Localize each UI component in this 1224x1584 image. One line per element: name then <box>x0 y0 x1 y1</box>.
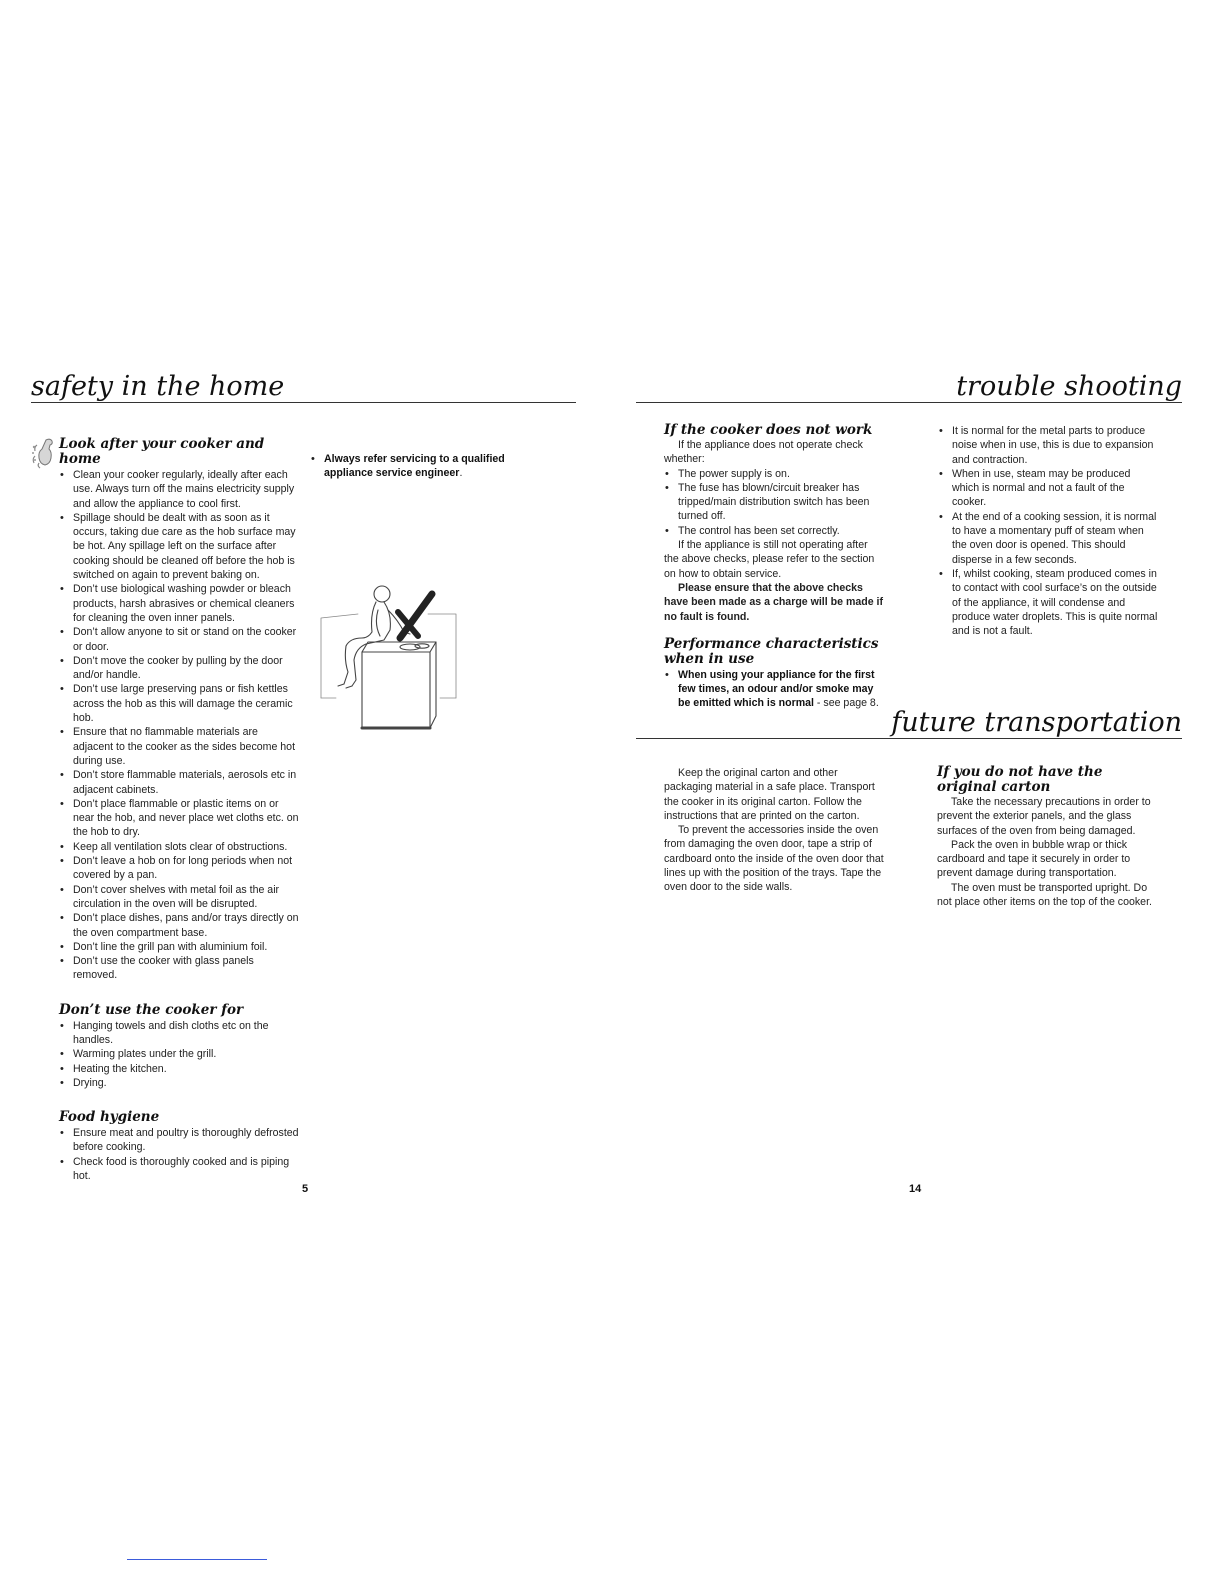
heading-food-hygiene: Food hygiene <box>59 1109 160 1126</box>
transport-para-upright: The oven must be transported upright. Do not place other items on the top of the cooker. <box>937 881 1152 909</box>
list-item: • Spillage should be dealt with as soon as it occurs, taking due care as the hob surface may be hot. Any spillage left on the surface after cooking should be cleaned off before the hob is switched on again to prevent baking on. <box>59 511 299 582</box>
title-rule-left <box>31 402 576 403</box>
title-rule-right <box>636 402 1182 403</box>
performance-list <box>664 668 884 711</box>
list-item: • Ensure meat and poultry is thoroughly defrosted before cooking. <box>59 1126 299 1155</box>
list-item <box>664 668 884 711</box>
no-sitting-on-cooker-illustration <box>318 580 460 735</box>
list-item: • Don’t allow anyone to sit or stand on the cooker or door. <box>59 625 299 654</box>
list-item: • It is normal for the metal parts to produce noise when in use, this is due to expansion and contraction. <box>938 424 1158 467</box>
heading-not-work: If the cooker does not work <box>664 422 873 438</box>
transport-para-accessories: To prevent the accessories inside the oven from damaging the oven door, tape a strip of cardboard onto the inside of the oven door that lines up with the position of the trays. Tape the oven door to the side walls. <box>664 824 884 894</box>
list-item: • Don’t place flammable or plastic items on or near the hob, and never place wet cloths etc. on the hob to dry. <box>59 797 299 840</box>
page-number-left: 5 <box>302 1183 309 1195</box>
transport-para-bubble-wrap: Pack the oven in bubble wrap or thick cardboard and tape it securely in order to prevent damage during transportation. <box>937 838 1131 880</box>
transport-para-precautions: Take the necessary precautions in order to prevent the exterior panels, and the glass surfaces of the oven from being damaged. <box>937 796 1151 837</box>
food-hygiene-list <box>59 1126 299 1183</box>
list-item: • Drying. <box>59 1076 299 1090</box>
list-item: • If, whilst cooking, steam produced comes in to contact with cool surface’s on the outside of the appliance, it will condense and produce water droplets. This is quite normal and is not a fault. <box>938 567 1158 638</box>
section-title-future-transportation: future transportation <box>891 707 1182 738</box>
performance-odour-ref: - see page 8. <box>813 697 879 710</box>
list-item: • When in use, steam may be produced which is normal and not a fault of the cooker. <box>938 467 1158 510</box>
cleaning-spray-icon <box>30 436 60 470</box>
not-work-followup: If the appliance is still not operating after the above checks, please refer to the section on how to obtain service. <box>664 539 875 580</box>
list-item: • Check food is thoroughly cooked and is piping hot. <box>59 1155 299 1184</box>
list-item: • Heating the kitchen. <box>59 1062 299 1076</box>
footer-blue-line <box>127 1559 267 1560</box>
list-item: • The power supply is on. <box>664 467 884 481</box>
service-note <box>310 452 540 481</box>
look-after-list <box>59 468 299 983</box>
page-title-trouble-shooting: trouble shooting <box>956 371 1182 402</box>
page-title-safety: safety in the home <box>31 371 285 402</box>
heading-dont-use: Don’t use the cooker for <box>59 1001 244 1018</box>
list-item: • Don’t store flammable materials, aerosols etc in adjacent cabinets. <box>59 768 299 797</box>
list-item: • Don’t move the cooker by pulling by the door and/or handle. <box>59 654 299 683</box>
heading-performance: Performance characteristics when in use <box>664 635 879 667</box>
list-item: • The fuse has blown/circuit breaker has tripped/main distribution switch has been turned off. <box>664 481 884 524</box>
dont-use-list <box>59 1019 299 1090</box>
title-rule-transport <box>636 738 1182 739</box>
page-number-right: 14 <box>909 1183 922 1195</box>
heading-look-after: Look after your cooker and home <box>59 436 265 467</box>
list-item: • Don’t use the cooker with glass panels removed. <box>59 954 299 983</box>
list-item: • Keep all ventilation slots clear of obstructions. <box>59 840 299 854</box>
list-item: • Ensure that no flammable materials are adjacent to the cooker as the sides become hot during use. <box>59 725 299 768</box>
list-item: • Don’t line the grill pan with aluminium foil. <box>59 940 299 954</box>
list-item: • The control has been set correctly. <box>664 524 884 538</box>
list-item: • Don’t use large preserving pans or fish kettles across the hob as this will damage the ceramic hob. <box>59 682 299 725</box>
list-item: • Hanging towels and dish cloths etc on the handles. <box>59 1019 299 1048</box>
not-work-checklist <box>664 467 884 538</box>
not-work-intro: If the appliance does not operate check whether: <box>664 439 863 466</box>
list-item: • At the end of a cooking session, it is normal to have a momentary puff of steam when the oven door is opened. This should disperse in a few seconds. <box>938 510 1158 567</box>
not-work-warning: Please ensure that the above checks have been made as a charge will be made if no fault is found. <box>664 581 884 623</box>
performance-odour-text: When using your appliance for the first few times, an odour and/or smoke may be emitted which is normal <box>678 668 875 710</box>
heading-no-carton: If you do not have the original carton <box>937 764 1103 795</box>
service-note-text: Always refer servicing to a qualified appliance service engineer <box>324 453 505 480</box>
list-item: • Don’t leave a hob on for long periods when not covered by a pan. <box>59 854 299 883</box>
transport-para-carton: Keep the original carton and other packaging material in a safe place. Transport the cooker in its original carton. Follow the instructions that are printed on the carton. <box>664 767 875 822</box>
list-item: • Clean your cooker regularly, ideally after each use. Always turn off the mains electricity supply and allow the appliance to cool first. <box>59 468 299 511</box>
performance-list-continued <box>938 424 1158 638</box>
list-item: • Don’t cover shelves with metal foil as the air circulation in the oven will be disrupted. <box>59 883 299 912</box>
list-item: • Warming plates under the grill. <box>59 1047 299 1061</box>
list-item: • Don’t use biological washing powder or bleach products, harsh abrasives or chemical cleaners for cleaning the oven inner panels. <box>59 582 299 625</box>
list-item: • Don’t place dishes, pans and/or trays directly on the oven compartment base. <box>59 911 299 940</box>
service-note-period: . <box>459 467 463 480</box>
